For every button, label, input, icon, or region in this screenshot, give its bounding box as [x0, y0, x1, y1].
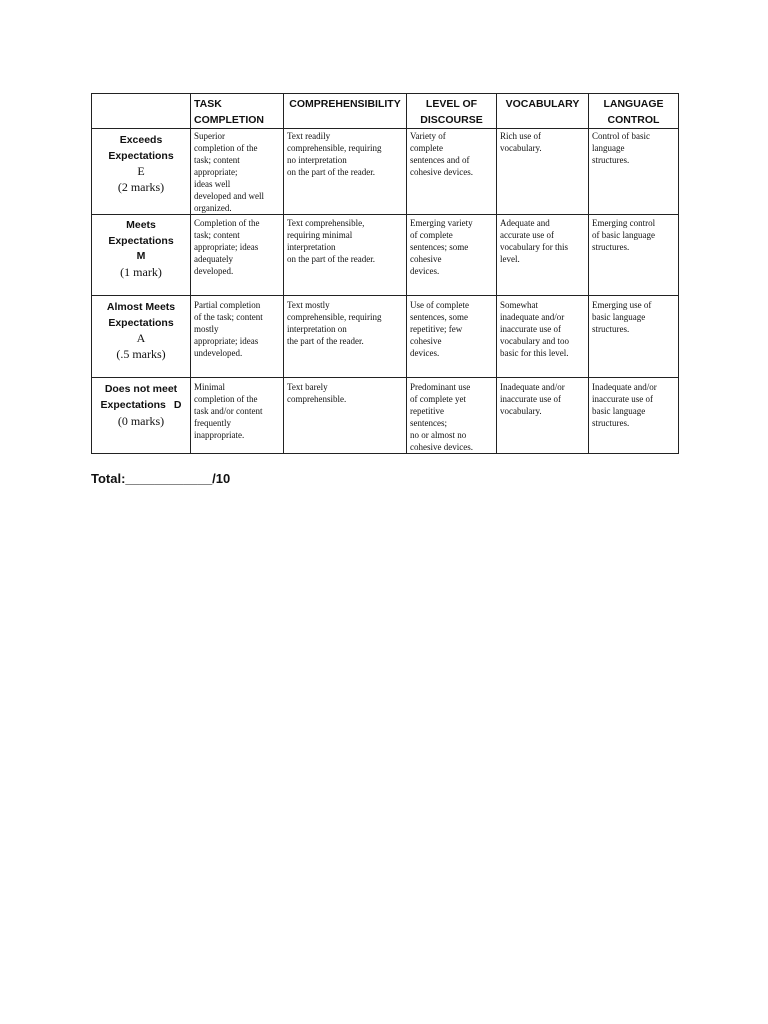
- cell-text: Adequate and accurate use of vocabulary for this level.: [500, 218, 568, 264]
- discourse-cell: [407, 296, 497, 378]
- cell-text: Inadequate and/or inaccurate use of basic language structures.: [592, 382, 657, 428]
- level-marks: (2 marks): [117, 180, 165, 194]
- cell-text: Completion of the task; content appropriate; ideas adequately developed.: [194, 218, 260, 276]
- language-control-cell: [589, 129, 679, 215]
- level-code: D: [173, 399, 182, 411]
- level-marks: (1 mark): [120, 265, 162, 279]
- language-control-cell: [589, 378, 679, 454]
- level-cell-almost-meets: [92, 296, 191, 378]
- vocabulary-cell: [497, 296, 589, 378]
- header-language-control: LANGUAGE CONTROL: [589, 94, 679, 129]
- comprehensibility-cell: [284, 215, 407, 296]
- cell-text: Emerging variety of complete sentences; some cohesive devices.: [410, 218, 473, 276]
- comprehensibility-cell: [284, 129, 407, 215]
- cell-text: Control of basic language structures.: [592, 131, 650, 165]
- header-level-of-discourse: LEVEL OF DISCOURSE: [407, 94, 497, 129]
- level-name: Almost Meets Expectations: [106, 301, 176, 329]
- language-control-cell: [589, 215, 679, 296]
- header-task-completion: TASK COMPLETION: [191, 94, 284, 129]
- cell-text: Use of complete sentences, some repetitive; few cohesive devices.: [410, 300, 469, 358]
- level-name: Exceeds Expectations: [108, 134, 174, 162]
- table-row: [92, 296, 679, 378]
- level-code: A: [136, 331, 146, 345]
- cell-text: Text comprehensible, requiring minimal interpretation on the part of the reader.: [287, 218, 375, 264]
- cell-text: Somewhat inadequate and/or inaccurate use of vocabulary and too basic for this level.: [500, 300, 569, 358]
- header-comprehensibility: COMPREHENSIBILITY: [284, 94, 407, 129]
- header-blank: [92, 94, 191, 129]
- task-completion-cell: [191, 215, 284, 296]
- task-completion-cell: [191, 378, 284, 454]
- level-marks: (.5 marks): [116, 347, 166, 361]
- cell-text: Text mostly comprehensible, requiring interpretation on the part of the reader.: [287, 300, 382, 346]
- total-score-line: Total:____________/10: [91, 471, 231, 486]
- level-name-line1: Does not meet: [104, 383, 178, 395]
- cell-text: Rich use of vocabulary.: [500, 131, 542, 153]
- level-code: E: [137, 164, 145, 178]
- vocabulary-cell: [497, 129, 589, 215]
- comprehensibility-cell: [284, 296, 407, 378]
- rubric-table: [91, 93, 679, 454]
- language-control-cell: [589, 296, 679, 378]
- comprehensibility-cell: [284, 378, 407, 454]
- discourse-cell: [407, 378, 497, 454]
- level-marks: (0 marks): [117, 414, 165, 428]
- vocabulary-cell: [497, 215, 589, 296]
- level-code: M: [136, 250, 146, 262]
- cell-text: Superior completion of the task; content appropriate; ideas well developed and well organized.: [194, 131, 264, 213]
- header-row: [92, 94, 679, 129]
- task-completion-cell: [191, 129, 284, 215]
- task-completion-cell: [191, 296, 284, 378]
- table-row: [92, 215, 679, 296]
- discourse-cell: [407, 215, 497, 296]
- table-row: [92, 378, 679, 454]
- cell-text: Inadequate and/or inaccurate use of vocabulary.: [500, 382, 565, 416]
- cell-text: Emerging use of basic language structures.: [592, 300, 652, 334]
- level-cell-meets: [92, 215, 191, 296]
- discourse-cell: [407, 129, 497, 215]
- cell-text: Text barely comprehensible.: [287, 382, 347, 404]
- level-cell-exceeds: [92, 129, 191, 215]
- cell-text: Text readily comprehensible, requiring no interpretation on the part of the reader.: [287, 131, 382, 177]
- level-cell-does-not-meet: [92, 378, 191, 454]
- level-name: Meets Expectations: [108, 219, 174, 247]
- level-name-line2: Expectations: [100, 399, 166, 411]
- cell-text: Minimal completion of the task and/or content frequently inappropriate.: [194, 382, 263, 440]
- cell-text: Variety of complete sentences and of cohesive devices.: [410, 131, 473, 177]
- vocabulary-cell: [497, 378, 589, 454]
- cell-text: Predominant use of complete yet repetitive sentences; no or almost no cohesive devices.: [410, 382, 473, 452]
- table-row: [92, 129, 679, 215]
- header-vocabulary: VOCABULARY: [497, 94, 589, 129]
- cell-text: Emerging control of basic language structures.: [592, 218, 656, 252]
- cell-text: Partial completion of the task; content mostly appropriate; ideas undeveloped.: [194, 300, 263, 358]
